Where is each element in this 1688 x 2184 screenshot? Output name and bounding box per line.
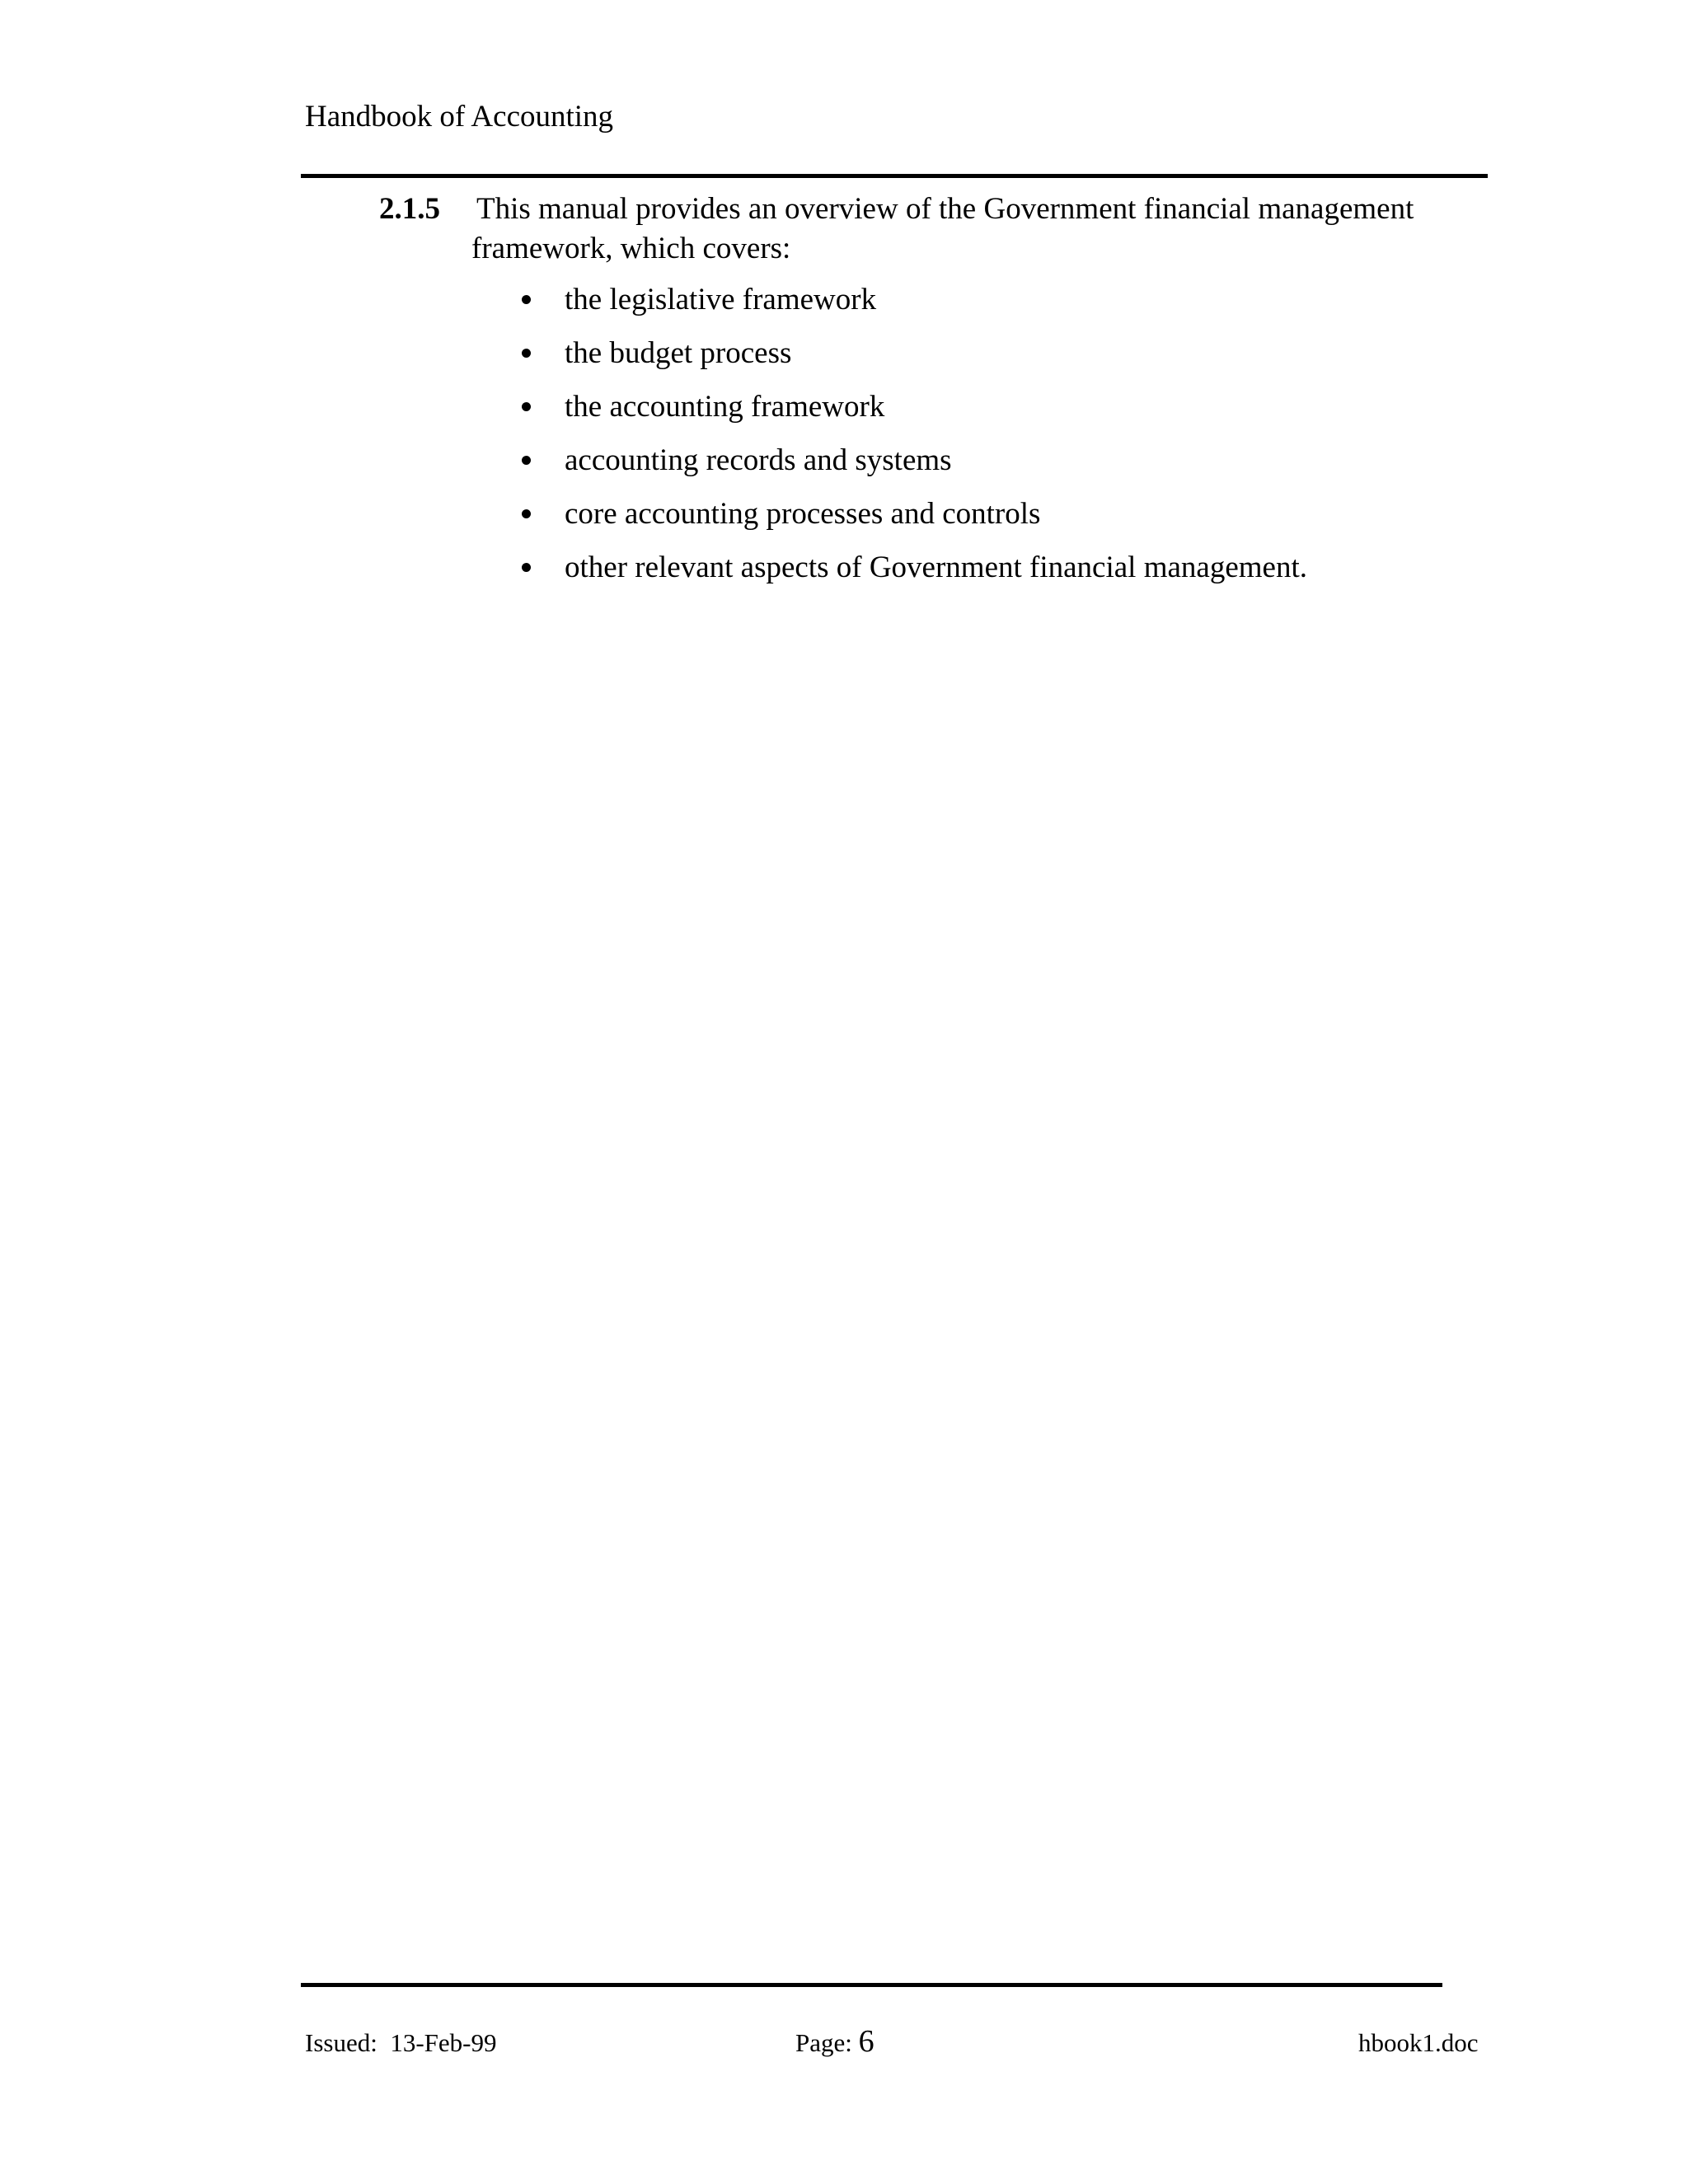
section-number: 2.1.5 bbox=[379, 192, 440, 226]
footer-divider bbox=[301, 1983, 1442, 1987]
header-divider bbox=[301, 174, 1488, 178]
list-item-text: accounting records and systems bbox=[565, 443, 952, 477]
bullet-icon bbox=[522, 402, 531, 411]
bullet-icon bbox=[522, 563, 531, 572]
list-item-text: the budget process bbox=[565, 336, 792, 370]
list-item-text: core accounting processes and controls bbox=[565, 497, 1041, 531]
list-item-text: other relevant aspects of Government financial management. bbox=[565, 551, 1307, 584]
bullet-icon bbox=[522, 349, 531, 358]
issued-label: Issued: bbox=[305, 2028, 377, 2057]
footer-page bbox=[795, 2023, 874, 2061]
header-title: Handbook of Accounting bbox=[305, 100, 614, 134]
list-item-text: the legislative framework bbox=[565, 283, 877, 316]
bullet-icon bbox=[522, 509, 531, 518]
page-label: Page: bbox=[795, 2028, 852, 2057]
bullet-icon bbox=[522, 295, 531, 304]
page-number: 6 bbox=[858, 2024, 874, 2059]
footer-filename: hbook1.doc bbox=[1358, 2028, 1479, 2057]
section-paragraph: This manual provides an overview of the Government financial management framework, which covers: bbox=[471, 192, 1414, 265]
bullet-icon bbox=[522, 456, 531, 465]
list-item-text: the accounting framework bbox=[565, 390, 885, 424]
footer-issued bbox=[305, 2027, 496, 2060]
issued-date: 13-Feb-99 bbox=[390, 2028, 497, 2057]
